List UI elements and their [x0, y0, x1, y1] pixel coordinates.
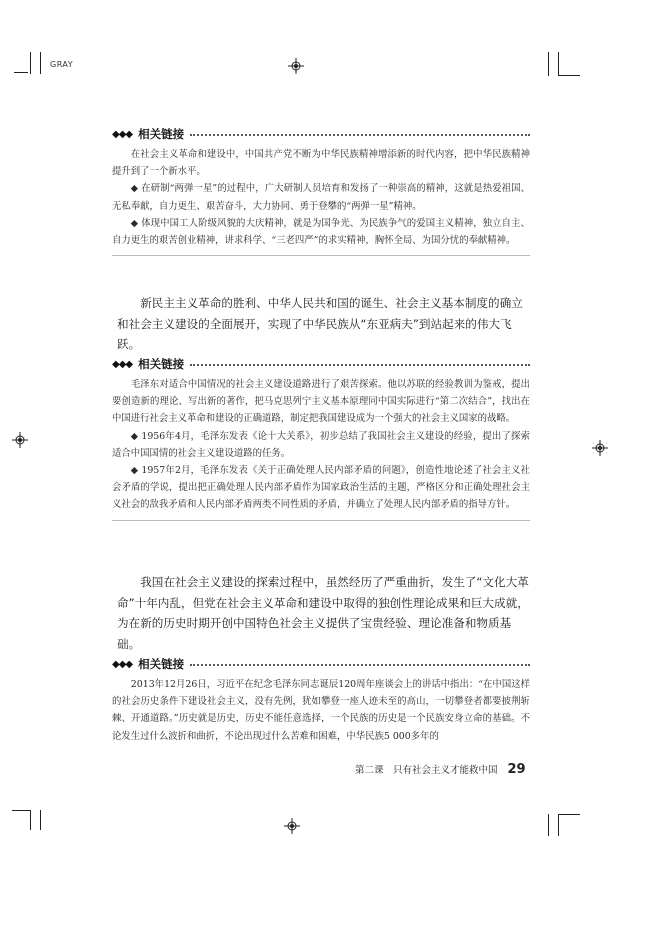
- crop-mark-top-left: [14, 72, 28, 73]
- dotted-rule: [190, 364, 530, 366]
- crop-mark-bottom-right: [548, 814, 549, 836]
- crop-mark-top-right: [548, 52, 549, 76]
- related-link-header: [112, 126, 530, 142]
- related-link-title: 相关链接: [138, 127, 185, 141]
- gray-label: GRAY: [50, 60, 74, 69]
- related-link-header: [112, 656, 530, 672]
- lesson-title: 第二课 只有社会主义才能救中国: [355, 765, 498, 776]
- related-link-paragraph: 在社会主义革命和建设中，中国共产党不断为中华民族精神增添新的时代内容，把中华民族精神提升到了一个新水平。: [112, 149, 530, 178]
- related-link-title: 相关链接: [138, 357, 185, 371]
- crop-mark-bottom-left: [30, 810, 31, 830]
- body-paragraph-2: 我国在社会主义建设的探索过程中，虽然经历了严重曲折，发生了“文化大革命”十年内乱，但党在社会主义革命和建设中取得的独创性理论成果和巨大成就，为在新的历史时期开创中国特色社会主义提供了宝贵经验、理论准备和物质基础。: [117, 575, 529, 651]
- registration-mark-icon: [284, 818, 300, 834]
- dotted-rule: [190, 134, 530, 136]
- related-link-paragraph: ◆ 1957年2月，毛泽东发表《关于正确处理人民内部矛盾的问题》，创造性地论述了社会主义社会矛盾的学说，提出把正确处理人民内部矛盾作为国家政治生活的主题，严格区分和正确处理社会主义社会的敌我矛盾和人民内部矛盾两类不同性质的矛盾，并确立了处理人民内部矛盾的指导方针。: [112, 465, 530, 511]
- registration-mark-icon: [12, 432, 28, 448]
- crop-mark-bottom-left: [12, 810, 30, 811]
- body-paragraph-1: 新民主主义革命的胜利、中华人民共和国的诞生、社会主义基本制度的确立和社会主义建设的全面展开，实现了中华民族从“东亚病夫”到站起来的伟大飞跃。: [117, 296, 523, 351]
- crop-mark-bottom-right: [558, 814, 580, 815]
- page-footer: [355, 762, 526, 777]
- diamond-bullets-icon: ◆◆◆: [112, 358, 133, 370]
- related-link-title: 相关链接: [138, 657, 185, 671]
- crop-mark-top-left: [30, 52, 31, 74]
- related-link-paragraph: ◆ 在研制“两弹一星”的过程中，广大研制人员培育和发扬了一种崇高的精神，这就是热爱祖国、无私奉献，自力更生、艰苦奋斗，大力协同、勇于登攀的“两弹一星”精神。: [112, 183, 530, 212]
- crop-mark-top-right: [558, 75, 580, 76]
- registration-mark-icon: [288, 58, 304, 74]
- dotted-rule: [190, 664, 530, 666]
- registration-mark-icon: [592, 440, 608, 456]
- crop-mark-bottom-left: [40, 810, 41, 830]
- related-link-paragraph: 2013年12月26日，习近平在纪念毛泽东同志诞辰120周年座谈会上的讲话中指出：“在中国这样的社会历史条件下建设社会主义，没有先例，犹如攀登一座人迹未至的高山，一切攀登者都要披荆斩棘、开通道路。”历史就是历史，历史不能任意选择，一个民族的历史是一个民族安身立命的基础。不论发生过什么波折和曲折，不论出现过什么苦难和困难，中华民族5 000多年的: [112, 679, 530, 742]
- diamond-bullets-icon: ◆◆◆: [112, 128, 133, 140]
- crop-mark-top-left: [40, 52, 41, 74]
- related-link-paragraph: 毛泽东对适合中国情况的社会主义建设道路进行了艰苦探索。他以苏联的经验教训为鉴戒，提出要创造新的理论、写出新的著作，把马克思列宁主义基本原理同中国实际进行“第二次结合”，找出在中国进行社会主义革命和建设的正确道路，制定把我国建设成为一个强大的社会主义国家的战略。: [112, 379, 530, 425]
- related-link-box-1: [112, 126, 530, 256]
- related-link-paragraph: ◆ 体现中国工人阶级风貌的大庆精神，就是为国争光、为民族争气的爱国主义精神，独立自主、自力更生的艰苦创业精神，讲求科学、“三老四严”的求实精神，胸怀全局、为国分忧的奉献精神。: [112, 217, 530, 247]
- related-link-box-3: [112, 656, 530, 751]
- crop-mark-bottom-right: [558, 814, 559, 836]
- related-link-header: [112, 356, 530, 372]
- page-number: 29: [507, 762, 526, 777]
- related-link-box-2: [112, 356, 530, 521]
- crop-mark-top-right: [558, 52, 559, 76]
- diamond-bullets-icon: ◆◆◆: [112, 658, 133, 670]
- related-link-paragraph: ◆ 1956年4月，毛泽东发表《论十大关系》，初步总结了我国社会主义建设的经验，提出了探索适合中国国情的社会主义建设道路的任务。: [112, 430, 530, 459]
